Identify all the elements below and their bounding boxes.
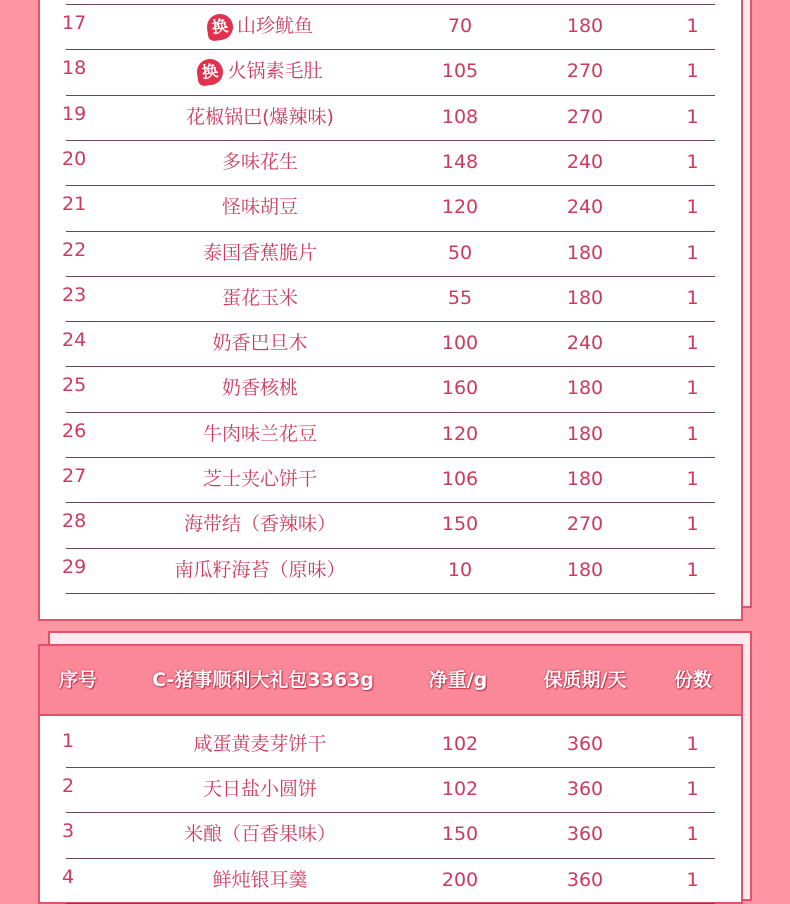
row-divider [66, 593, 715, 594]
quantity: 1 [686, 733, 699, 755]
row-index: 27 [62, 465, 87, 487]
product-name: 花椒锅巴(爆辣味) [186, 105, 334, 128]
quantity: 1 [686, 823, 699, 846]
swap-badge-icon: 换 [205, 12, 234, 41]
quantity: 1 [686, 422, 699, 445]
product-name: 奶香核桃 [221, 377, 298, 400]
net-weight: 150 [441, 513, 479, 536]
net-weight: 70 [447, 15, 473, 37]
shelf-life: 180 [566, 286, 604, 309]
product-name: 多味花生 [221, 150, 298, 173]
net-weight: 10 [447, 558, 473, 581]
shelf-life: 270 [566, 60, 604, 83]
net-weight: 108 [441, 105, 479, 128]
net-weight: 106 [441, 468, 479, 490]
shelf-life: 240 [566, 332, 604, 355]
table-row [40, 4, 741, 49]
net-weight: 50 [447, 241, 473, 264]
header-shelf-life: 保质期/天 [543, 669, 627, 691]
row-index: 25 [62, 374, 87, 397]
table-row [40, 366, 741, 411]
shelf-life: 360 [566, 868, 604, 891]
net-weight: 150 [441, 823, 479, 846]
net-weight: 200 [441, 868, 479, 891]
product-name: 咸蛋黄麦芽饼干 [193, 733, 327, 755]
shelf-life: 180 [566, 468, 604, 490]
row-index: 2 [62, 775, 75, 798]
product-name: 蛋花玉米 [221, 286, 298, 309]
product-name: 天日盐小圆饼 [202, 778, 317, 801]
product-name: 奶香巴旦木 [212, 332, 308, 355]
shelf-life: 270 [566, 513, 604, 536]
table1-card [38, 0, 743, 621]
shelf-life: 360 [566, 733, 604, 755]
header-product-name: C-猪事顺利大礼包3363g [152, 669, 374, 691]
quantity: 1 [686, 241, 699, 264]
shelf-life: 180 [566, 377, 604, 400]
row-index: 29 [62, 555, 87, 578]
shelf-life: 180 [566, 241, 604, 264]
table-row [40, 722, 741, 767]
shelf-life: 180 [566, 558, 604, 581]
table-row [40, 321, 741, 366]
quantity: 1 [686, 15, 699, 37]
quantity: 1 [686, 105, 699, 128]
quantity: 1 [686, 150, 699, 173]
net-weight: 102 [441, 733, 479, 755]
product-name [150, 4, 370, 49]
table-row [40, 95, 741, 140]
product-name: 怪味胡豆 [221, 196, 298, 219]
table2-header [40, 646, 741, 716]
product-name: 海带结（香辣味） [183, 513, 336, 536]
table-row [40, 502, 741, 547]
shelf-life: 360 [566, 823, 604, 846]
shelf-life: 240 [566, 196, 604, 219]
net-weight: 102 [441, 778, 479, 801]
row-index: 20 [62, 147, 87, 170]
shelf-life: 180 [566, 15, 604, 37]
table-row [40, 185, 741, 230]
quantity: 1 [686, 558, 699, 581]
row-index: 24 [62, 329, 87, 352]
product-name: 泰国香蕉脆片 [202, 241, 317, 264]
table-row [40, 858, 741, 903]
table-row [40, 276, 741, 321]
row-index: 18 [62, 57, 87, 80]
net-weight: 105 [441, 60, 479, 83]
product-name-text: 山珍鱿鱼 [236, 15, 313, 37]
row-index: 3 [62, 820, 75, 843]
product-name-text: 火锅素毛肚 [227, 60, 323, 83]
table-row [40, 812, 741, 857]
net-weight: 148 [441, 150, 479, 173]
swap-badge-icon: 换 [196, 57, 225, 86]
table-row [40, 457, 741, 502]
header-index: 序号 [58, 669, 97, 691]
net-weight: 120 [441, 422, 479, 445]
row-index: 4 [62, 865, 75, 888]
product-name: 鲜炖银耳羹 [212, 868, 308, 891]
table-row [40, 412, 741, 457]
product-name: 南瓜籽海苔（原味） [174, 558, 346, 581]
row-index: 21 [62, 193, 87, 216]
table2-card [38, 644, 743, 904]
shelf-life: 240 [566, 150, 604, 173]
quantity: 1 [686, 377, 699, 400]
quantity: 1 [686, 778, 699, 801]
quantity: 1 [686, 468, 699, 490]
row-index: 28 [62, 510, 87, 533]
row-index: 17 [62, 12, 87, 34]
shelf-life: 360 [566, 778, 604, 801]
product-name: 米酿（百香果味） [183, 823, 336, 846]
product-name: 牛肉味兰花豆 [202, 422, 317, 445]
net-weight: 120 [441, 196, 479, 219]
table-row [40, 767, 741, 812]
table-row [40, 548, 741, 593]
product-name [150, 49, 370, 94]
quantity: 1 [686, 513, 699, 536]
table-row [40, 49, 741, 94]
row-index: 19 [62, 102, 87, 125]
table-row [40, 231, 741, 276]
net-weight: 55 [447, 286, 473, 309]
shelf-life: 180 [566, 422, 604, 445]
quantity: 1 [686, 196, 699, 219]
header-quantity: 份数 [673, 669, 712, 691]
net-weight: 100 [441, 332, 479, 355]
quantity: 1 [686, 868, 699, 891]
shelf-life: 270 [566, 105, 604, 128]
table-row [40, 140, 741, 185]
row-index: 1 [62, 730, 75, 752]
quantity: 1 [686, 286, 699, 309]
row-index: 26 [62, 419, 87, 442]
product-name: 芝士夹心饼干 [202, 468, 317, 490]
header-net-weight: 净重/g [428, 669, 488, 691]
quantity: 1 [686, 60, 699, 83]
row-index: 23 [62, 283, 87, 306]
net-weight: 160 [441, 377, 479, 400]
row-index: 22 [62, 238, 87, 261]
quantity: 1 [686, 332, 699, 355]
